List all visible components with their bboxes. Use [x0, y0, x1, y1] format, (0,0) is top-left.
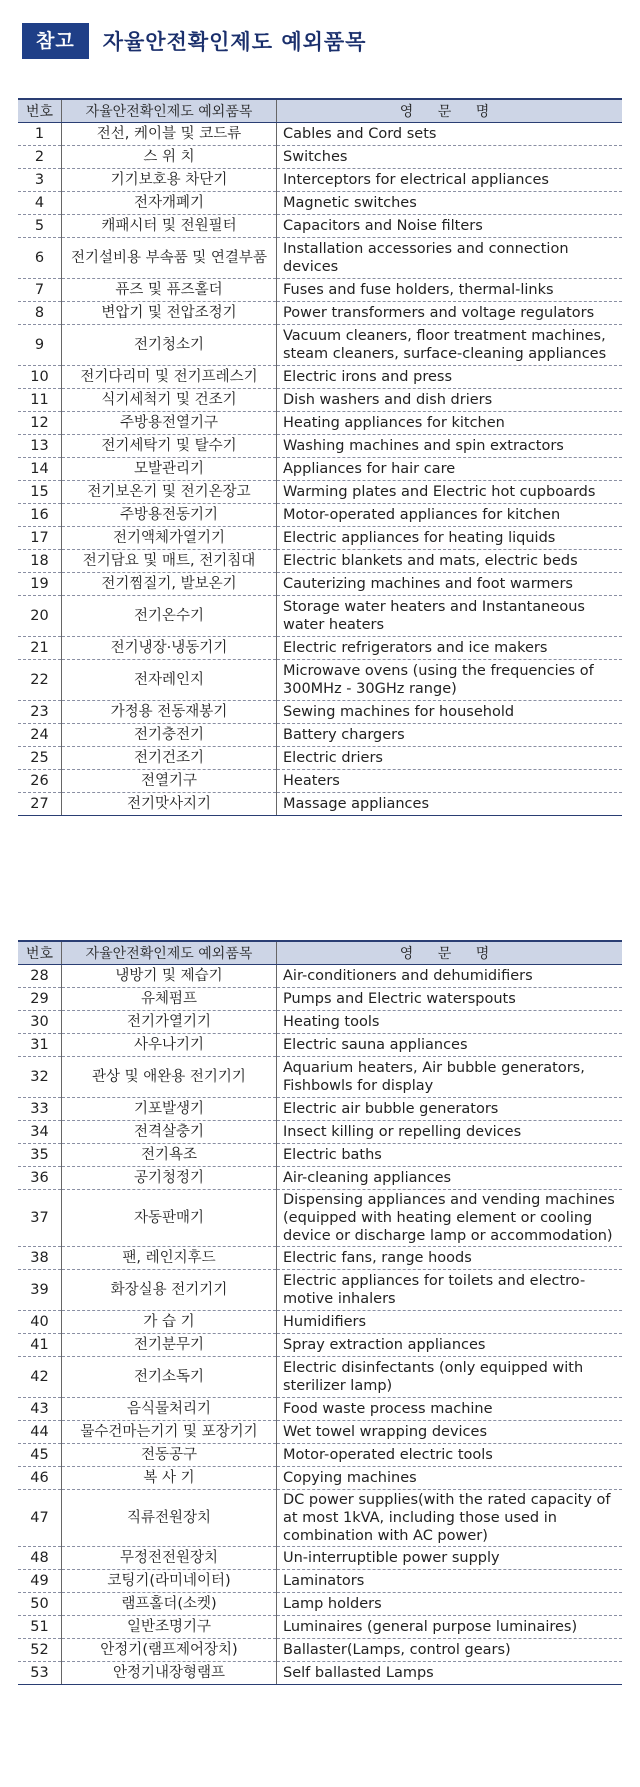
row-number: 22: [18, 660, 62, 701]
table-row: [18, 1421, 622, 1444]
korean-item-name: 전기분무기: [62, 1334, 277, 1357]
english-item-name: DC power supplies(with the rated capacity of at most 1kVA, including those used in combination with AC power): [277, 1490, 623, 1547]
row-number: 5: [18, 215, 62, 238]
row-number: 26: [18, 770, 62, 793]
row-number: 11: [18, 389, 62, 412]
column-header-english-name: 영 문 명: [277, 941, 623, 965]
english-item-name: Electric appliances for heating liquids: [277, 527, 623, 550]
row-number: 7: [18, 279, 62, 302]
row-number: 20: [18, 596, 62, 637]
row-number: 38: [18, 1247, 62, 1270]
row-number: 9: [18, 325, 62, 366]
row-number: 31: [18, 1034, 62, 1057]
english-item-name: Magnetic switches: [277, 192, 623, 215]
korean-item-name: 일반조명기구: [62, 1616, 277, 1639]
table-row: [18, 481, 622, 504]
korean-item-name: 변압기 및 전압조정기: [62, 302, 277, 325]
english-item-name: Capacitors and Noise filters: [277, 215, 623, 238]
korean-item-name: 전기욕조: [62, 1144, 277, 1167]
english-item-name: Motor-operated electric tools: [277, 1444, 623, 1467]
exception-items-table-2: [18, 940, 622, 1685]
korean-item-name: 자동판매기: [62, 1190, 277, 1247]
english-item-name: Ballaster(Lamps, control gears): [277, 1639, 623, 1662]
page-title: 자율안전확인제도 예외품목: [102, 30, 367, 54]
english-item-name: Appliances for hair care: [277, 458, 623, 481]
english-item-name: Switches: [277, 146, 623, 169]
korean-item-name: 전기가열기기: [62, 1011, 277, 1034]
row-number: 49: [18, 1570, 62, 1593]
table-row: [18, 770, 622, 793]
english-item-name: Lamp holders: [277, 1593, 623, 1616]
english-item-name: Fuses and fuse holders, thermal-links: [277, 279, 623, 302]
table-row: [18, 1057, 622, 1098]
korean-item-name: 식기세척기 및 건조기: [62, 389, 277, 412]
korean-item-name: 전선, 케이블 및 코드류: [62, 123, 277, 146]
row-number: 32: [18, 1057, 62, 1098]
row-number: 33: [18, 1098, 62, 1121]
row-number: 29: [18, 988, 62, 1011]
korean-item-name: 전기설비용 부속품 및 연결부품: [62, 238, 277, 279]
english-item-name: Heating tools: [277, 1011, 623, 1034]
english-item-name: Electric appliances for toilets and electro-motive inhalers: [277, 1270, 623, 1311]
korean-item-name: 코팅기(라미네이터): [62, 1570, 277, 1593]
english-item-name: Motor-operated appliances for kitchen: [277, 504, 623, 527]
row-number: 40: [18, 1311, 62, 1334]
english-item-name: Warming plates and Electric hot cupboards: [277, 481, 623, 504]
korean-item-name: 기기보호용 차단기: [62, 169, 277, 192]
english-item-name: Interceptors for electrical appliances: [277, 169, 623, 192]
table-row: [18, 1270, 622, 1311]
table-row: [18, 1034, 622, 1057]
table-row: [18, 1616, 622, 1639]
table-row: [18, 1144, 622, 1167]
english-item-name: Heaters: [277, 770, 623, 793]
row-number: 36: [18, 1167, 62, 1190]
korean-item-name: 무정전전원장치: [62, 1547, 277, 1570]
table-row: [18, 1247, 622, 1270]
korean-item-name: 전기찜질기, 발보온기: [62, 573, 277, 596]
korean-item-name: 전기세탁기 및 탈수기: [62, 435, 277, 458]
row-number: 47: [18, 1490, 62, 1547]
table-row: [18, 215, 622, 238]
english-item-name: Pumps and Electric waterspouts: [277, 988, 623, 1011]
english-item-name: Spray extraction appliances: [277, 1334, 623, 1357]
table-row: [18, 550, 622, 573]
row-number: 30: [18, 1011, 62, 1034]
korean-item-name: 음식물처리기: [62, 1398, 277, 1421]
english-item-name: Dispensing appliances and vending machines (equipped with heating element or cooling device or discharge lamp or accommodation): [277, 1190, 623, 1247]
row-number: 15: [18, 481, 62, 504]
row-number: 39: [18, 1270, 62, 1311]
table-row: [18, 325, 622, 366]
row-number: 16: [18, 504, 62, 527]
table-row: [18, 573, 622, 596]
english-item-name: Electric baths: [277, 1144, 623, 1167]
table-body: [18, 123, 622, 816]
row-number: 10: [18, 366, 62, 389]
korean-item-name: 가 습 기: [62, 1311, 277, 1334]
english-item-name: Dish washers and dish driers: [277, 389, 623, 412]
row-number: 41: [18, 1334, 62, 1357]
row-number: 3: [18, 169, 62, 192]
row-number: 44: [18, 1421, 62, 1444]
row-number: 53: [18, 1662, 62, 1685]
english-item-name: Microwave ovens (using the frequencies of 300MHz - 30GHz range): [277, 660, 623, 701]
table-row: [18, 1490, 622, 1547]
table-row: [18, 302, 622, 325]
korean-item-name: 전자개폐기: [62, 192, 277, 215]
row-number: 2: [18, 146, 62, 169]
row-number: 52: [18, 1639, 62, 1662]
table-row: [18, 435, 622, 458]
row-number: 19: [18, 573, 62, 596]
row-number: 45: [18, 1444, 62, 1467]
english-item-name: Sewing machines for household: [277, 701, 623, 724]
table-row: [18, 988, 622, 1011]
table-row: [18, 1593, 622, 1616]
table-row: [18, 1662, 622, 1685]
table-row: [18, 965, 622, 988]
korean-item-name: 기포발생기: [62, 1098, 277, 1121]
row-number: 27: [18, 793, 62, 816]
table-row: [18, 169, 622, 192]
korean-item-name: 전기액체가열기기: [62, 527, 277, 550]
english-item-name: Electric disinfectants (only equipped with sterilizer lamp): [277, 1357, 623, 1398]
korean-item-name: 공기청정기: [62, 1167, 277, 1190]
korean-item-name: 전자레인지: [62, 660, 277, 701]
table-row: [18, 123, 622, 146]
english-item-name: Self ballasted Lamps: [277, 1662, 623, 1685]
english-item-name: Power transformers and voltage regulators: [277, 302, 623, 325]
table-row: [18, 458, 622, 481]
english-item-name: Heating appliances for kitchen: [277, 412, 623, 435]
english-item-name: Food waste process machine: [277, 1398, 623, 1421]
table-row: [18, 238, 622, 279]
column-header-number: 번호: [18, 99, 62, 123]
korean-item-name: 전기건조기: [62, 747, 277, 770]
row-number: 35: [18, 1144, 62, 1167]
korean-item-name: 주방용전열기구: [62, 412, 277, 435]
korean-item-name: 복 사 기: [62, 1467, 277, 1490]
korean-item-name: 전동공구: [62, 1444, 277, 1467]
korean-item-name: 전열기구: [62, 770, 277, 793]
korean-item-name: 퓨즈 및 퓨즈홀더: [62, 279, 277, 302]
english-item-name: Electric driers: [277, 747, 623, 770]
row-number: 18: [18, 550, 62, 573]
table-row: [18, 1121, 622, 1144]
korean-item-name: 전기충전기: [62, 724, 277, 747]
row-number: 12: [18, 412, 62, 435]
english-item-name: Aquarium heaters, Air bubble generators, Fishbowls for display: [277, 1057, 623, 1098]
korean-item-name: 램프홀더(소켓): [62, 1593, 277, 1616]
table-row: [18, 1570, 622, 1593]
table-row: [18, 793, 622, 816]
english-item-name: Wet towel wrapping devices: [277, 1421, 623, 1444]
english-item-name: Electric sauna appliances: [277, 1034, 623, 1057]
english-item-name: Insect killing or repelling devices: [277, 1121, 623, 1144]
table-row: [18, 146, 622, 169]
korean-item-name: 안정기(램프제어장치): [62, 1639, 277, 1662]
english-item-name: Electric irons and press: [277, 366, 623, 389]
english-item-name: Luminaires (general purpose luminaires): [277, 1616, 623, 1639]
row-number: 21: [18, 637, 62, 660]
table-header-row: [18, 941, 622, 965]
table-row: [18, 1190, 622, 1247]
table-row: [18, 1167, 622, 1190]
english-item-name: Air-cleaning appliances: [277, 1167, 623, 1190]
table-body: [18, 965, 622, 1685]
english-item-name: Humidifiers: [277, 1311, 623, 1334]
table-row: [18, 1467, 622, 1490]
row-number: 14: [18, 458, 62, 481]
table-header-row: [18, 99, 622, 123]
row-number: 24: [18, 724, 62, 747]
english-item-name: Battery chargers: [277, 724, 623, 747]
korean-item-name: 직류전원장치: [62, 1490, 277, 1547]
column-header-korean-item: 자율안전확인제도 예외품목: [62, 941, 277, 965]
korean-item-name: 관상 및 애완용 전기기기: [62, 1057, 277, 1098]
table-row: [18, 527, 622, 550]
table-row: [18, 1311, 622, 1334]
korean-item-name: 사우나기기: [62, 1034, 277, 1057]
table-row: [18, 366, 622, 389]
english-item-name: Copying machines: [277, 1467, 623, 1490]
row-number: 34: [18, 1121, 62, 1144]
row-number: 23: [18, 701, 62, 724]
korean-item-name: 화장실용 전기기기: [62, 1270, 277, 1311]
table-row: [18, 637, 622, 660]
table-row: [18, 747, 622, 770]
row-number: 6: [18, 238, 62, 279]
korean-item-name: 전기청소기: [62, 325, 277, 366]
column-header-number: 번호: [18, 941, 62, 965]
korean-item-name: 모발관리기: [62, 458, 277, 481]
english-item-name: Installation accessories and connection devices: [277, 238, 623, 279]
korean-item-name: 전기보온기 및 전기온장고: [62, 481, 277, 504]
table-row: [18, 701, 622, 724]
row-number: 13: [18, 435, 62, 458]
korean-item-name: 전기소독기: [62, 1357, 277, 1398]
table-row: [18, 660, 622, 701]
table-row: [18, 504, 622, 527]
table-row: [18, 724, 622, 747]
row-number: 28: [18, 965, 62, 988]
english-item-name: Cables and Cord sets: [277, 123, 623, 146]
row-number: 25: [18, 747, 62, 770]
korean-item-name: 가정용 전동재봉기: [62, 701, 277, 724]
table-row: [18, 1011, 622, 1034]
english-item-name: Laminators: [277, 1570, 623, 1593]
korean-item-name: 전기냉장·냉동기기: [62, 637, 277, 660]
table-row: [18, 1357, 622, 1398]
korean-item-name: 캐패시터 및 전원필터: [62, 215, 277, 238]
korean-item-name: 전기맛사지기: [62, 793, 277, 816]
korean-item-name: 냉방기 및 제습기: [62, 965, 277, 988]
korean-item-name: 전기다리미 및 전기프레스기: [62, 366, 277, 389]
row-number: 51: [18, 1616, 62, 1639]
english-item-name: Washing machines and spin extractors: [277, 435, 623, 458]
table-row: [18, 279, 622, 302]
row-number: 1: [18, 123, 62, 146]
table-row: [18, 1098, 622, 1121]
column-header-english-name: 영 문 명: [277, 99, 623, 123]
row-number: 43: [18, 1398, 62, 1421]
table-row: [18, 412, 622, 435]
korean-item-name: 전기담요 및 매트, 전기침대: [62, 550, 277, 573]
column-header-korean-item: 자율안전확인제도 예외품목: [62, 99, 277, 123]
korean-item-name: 팬, 레인지후드: [62, 1247, 277, 1270]
korean-item-name: 전격살충기: [62, 1121, 277, 1144]
korean-item-name: 스 위 치: [62, 146, 277, 169]
korean-item-name: 안정기내장형램프: [62, 1662, 277, 1685]
english-item-name: Electric air bubble generators: [277, 1098, 623, 1121]
korean-item-name: 전기온수기: [62, 596, 277, 637]
english-item-name: Air-conditioners and dehumidifiers: [277, 965, 623, 988]
row-number: 42: [18, 1357, 62, 1398]
english-item-name: Massage appliances: [277, 793, 623, 816]
table-row: [18, 192, 622, 215]
reference-badge: 참고: [22, 23, 89, 59]
row-number: 37: [18, 1190, 62, 1247]
table-row: [18, 1444, 622, 1467]
english-item-name: Cauterizing machines and foot warmers: [277, 573, 623, 596]
table-row: [18, 1334, 622, 1357]
table-row: [18, 1398, 622, 1421]
table-row: [18, 389, 622, 412]
row-number: 48: [18, 1547, 62, 1570]
korean-item-name: 물수건마는기기 및 포장기기: [62, 1421, 277, 1444]
english-item-name: Un-interruptible power supply: [277, 1547, 623, 1570]
row-number: 50: [18, 1593, 62, 1616]
row-number: 8: [18, 302, 62, 325]
table-row: [18, 596, 622, 637]
english-item-name: Electric fans, range hoods: [277, 1247, 623, 1270]
row-number: 4: [18, 192, 62, 215]
exception-items-table-1: [18, 98, 622, 816]
english-item-name: Storage water heaters and Instantaneous water heaters: [277, 596, 623, 637]
row-number: 46: [18, 1467, 62, 1490]
title-row: [22, 23, 366, 59]
english-item-name: Electric blankets and mats, electric beds: [277, 550, 623, 573]
english-item-name: Electric refrigerators and ice makers: [277, 637, 623, 660]
korean-item-name: 유체펌프: [62, 988, 277, 1011]
row-number: 17: [18, 527, 62, 550]
table-row: [18, 1547, 622, 1570]
english-item-name: Vacuum cleaners, floor treatment machines, steam cleaners, surface-cleaning appliances: [277, 325, 623, 366]
table-row: [18, 1639, 622, 1662]
korean-item-name: 주방용전동기기: [62, 504, 277, 527]
